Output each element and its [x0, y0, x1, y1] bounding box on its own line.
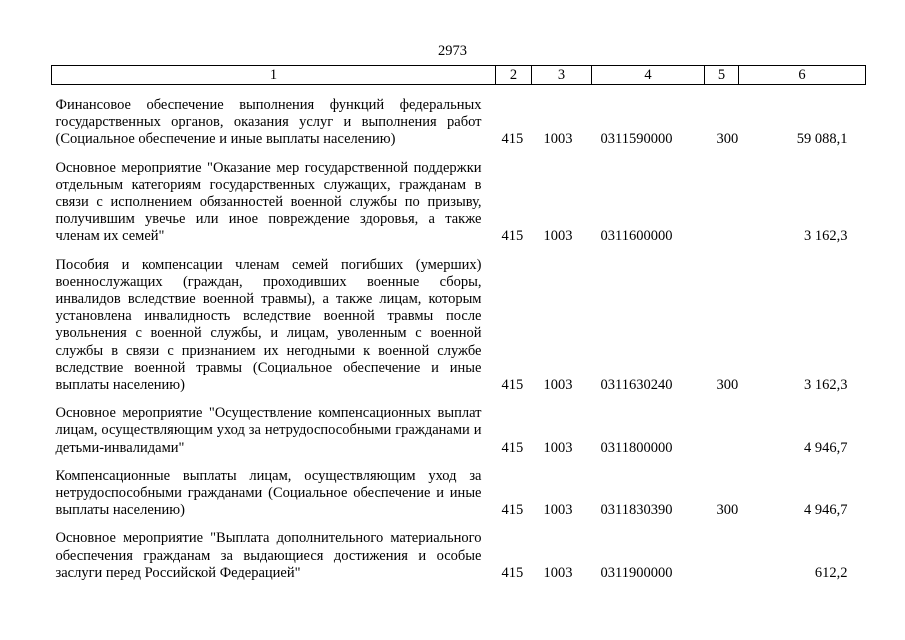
column-header: 1	[52, 66, 496, 85]
column-header: 5	[705, 66, 739, 85]
amount: 4 946,7	[804, 502, 848, 519]
target-article-code: 0311590000	[600, 131, 673, 148]
table-row	[52, 85, 866, 149]
target-article-code: 0311800000	[600, 439, 673, 456]
header-row	[52, 66, 866, 85]
amount: 4 946,7	[804, 439, 848, 456]
target-article-code: 0311900000	[600, 564, 673, 581]
table-row	[52, 246, 866, 395]
row-description: Пособия и компенсации членам семей погибших (умерших) военнослужащих (граждан, проходивших военные сборы, инвалидов вследствие военной травмы), а также лицам, которым установлена инвалидность вследствие военной травмы после увольнения с военной службы, и лицам, уволенным с военной службы в связи с признанием их негодными к военной службе вследствие военной травмы (Социальное обеспечение и иные выплаты населению)	[55, 256, 482, 394]
budget-table	[51, 65, 866, 582]
target-article-code: 0311830390	[600, 502, 673, 519]
row-description: Основное мероприятие "Оказание мер государственной поддержки отдельным категориям государственных служащих, гражданам в связи с исполнением обязанностей военной службы по призыву, получившим увечье или иное повреждение здоровья, а также членам их семей"	[55, 159, 482, 245]
page-number: 2973	[438, 43, 467, 59]
amount: 3 162,3	[804, 377, 848, 394]
section-code: 1003	[543, 564, 573, 581]
row-description: Основное мероприятие "Осуществление компенсационных выплат лицам, осуществляющим уход за нетрудоспособными гражданами и детьми-инвалидами"	[55, 405, 482, 456]
section-code: 1003	[543, 502, 573, 519]
expense-type-code	[705, 149, 739, 246]
expense-type-code	[705, 394, 739, 457]
ministry-code: 415	[501, 564, 524, 581]
amount: 612,2	[814, 564, 848, 581]
amount: 59 088,1	[796, 131, 848, 148]
column-header: 3	[532, 66, 592, 85]
section-code: 1003	[543, 439, 573, 456]
section-code: 1003	[543, 228, 573, 245]
column-header: 4	[592, 66, 705, 85]
row-description: Компенсационные выплаты лицам, осуществляющим уход за нетрудоспособными гражданами (Социальное обеспечение и иные выплаты населению)	[55, 467, 482, 519]
row-description: Финансовое обеспечение выполнения функций федеральных государственных органов, оказания услуг и выполнения работ (Социальное обеспечение и иные выплаты населению)	[55, 97, 482, 148]
section-code: 1003	[543, 131, 573, 148]
row-description: Основное мероприятие "Выплата дополнительного материального обеспечения гражданам за выдающиеся достижения и особые заслуги перед Российской Федерацией"	[55, 530, 482, 581]
column-header: 6	[739, 66, 866, 85]
table-row	[52, 519, 866, 582]
table-row	[52, 394, 866, 457]
target-article-code: 0311600000	[600, 228, 673, 245]
table-row	[52, 457, 866, 520]
ministry-code: 415	[501, 131, 524, 148]
ministry-code: 415	[501, 439, 524, 456]
expense-type-code: 300	[716, 131, 739, 148]
expense-type-code	[705, 519, 739, 582]
ministry-code: 415	[501, 502, 524, 519]
amount: 3 162,3	[804, 228, 848, 245]
table-row	[52, 149, 866, 246]
column-header: 2	[496, 66, 532, 85]
ministry-code: 415	[501, 228, 524, 245]
expense-type-code: 300	[716, 502, 739, 519]
section-code: 1003	[543, 377, 573, 394]
expense-type-code: 300	[716, 377, 739, 394]
target-article-code: 0311630240	[600, 377, 673, 394]
ministry-code: 415	[501, 377, 524, 394]
